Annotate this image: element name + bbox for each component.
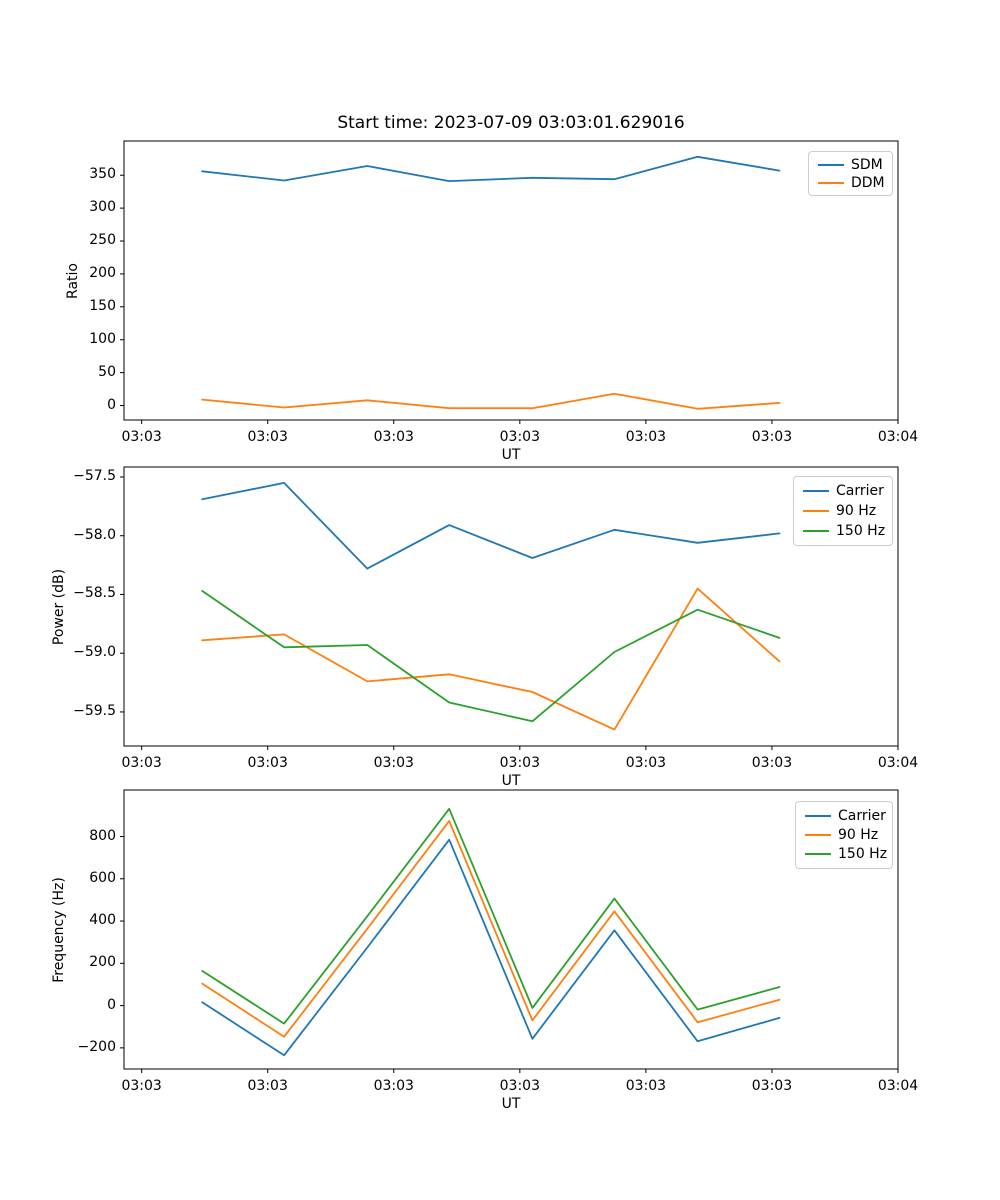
figure-title: Start time: 2023-07-09 03:03:01.629016 — [337, 113, 685, 133]
x-tick-label: 03:03 — [625, 429, 667, 445]
series-line-150-hz — [202, 809, 779, 1024]
y-axis-label-frequency: Frequency (Hz) — [51, 877, 67, 983]
legend-line-sample-90-hz — [803, 510, 829, 512]
x-tick-label: 03:03 — [121, 1078, 162, 1094]
series-line-carrier — [202, 483, 779, 569]
x-axis-label-ut-3: UT — [501, 1096, 521, 1112]
legend-label: 150 Hz — [838, 846, 888, 863]
legend-label: 150 Hz — [836, 523, 886, 539]
series-line-150-hz — [202, 591, 779, 721]
x-tick-label: 03:03 — [499, 429, 540, 445]
legend-item-carrier — [805, 807, 886, 825]
y-tick-label: 250 — [89, 232, 116, 249]
series-line-ddm — [202, 394, 779, 409]
y-tick-label: 350 — [89, 166, 116, 183]
x-tick-label: 03:03 — [499, 1078, 540, 1094]
series-line-carrier — [202, 840, 779, 1056]
x-tick-label: 03:03 — [625, 1078, 667, 1094]
legend-ratio — [808, 151, 893, 196]
y-tick-label: 200 — [89, 264, 116, 281]
legend-label: Carrier — [838, 807, 886, 824]
x-tick-label: 03:03 — [751, 429, 793, 445]
legend-line-sample-carrier — [803, 490, 829, 492]
y-tick-label: −58.0 — [73, 526, 116, 543]
legend-line-sample-ddm — [818, 182, 844, 184]
x-tick-label: 03:03 — [247, 755, 288, 771]
y-tick-label: −200 — [77, 1038, 116, 1055]
x-tick-label: 03:04 — [877, 1078, 919, 1094]
x-tick-label: 03:03 — [121, 755, 162, 771]
x-tick-label: 03:04 — [877, 755, 919, 771]
y-tick-label: −59.0 — [73, 644, 116, 661]
y-tick-label: 200 — [89, 954, 116, 971]
legend-line-sample-150-hz — [805, 853, 831, 855]
legend-label: DDM — [851, 175, 885, 191]
x-tick-label: 03:03 — [373, 1078, 414, 1094]
legend-item-90-hz — [805, 826, 883, 844]
legend-item-ddm — [818, 174, 883, 192]
legend-item-150-hz — [803, 522, 886, 540]
legend-item-90-hz — [803, 502, 883, 520]
y-tick-label: 0 — [107, 996, 116, 1013]
series-line-90-hz — [202, 589, 779, 730]
y-tick-label: −58.5 — [73, 585, 116, 602]
x-tick-label: 03:03 — [751, 755, 793, 771]
x-tick-label: 03:03 — [625, 755, 667, 771]
y-axis-label-power: Power (dB) — [51, 568, 67, 646]
legend-item-sdm — [818, 156, 883, 174]
y-axis-label-ratio: Ratio — [65, 263, 81, 299]
x-tick-label: 03:03 — [751, 1078, 793, 1094]
legend-line-sample-90-hz — [805, 834, 831, 836]
x-tick-label: 03:03 — [499, 755, 540, 771]
legend-power — [793, 476, 893, 546]
x-tick-label: 03:03 — [247, 429, 288, 445]
y-tick-label: −59.5 — [73, 702, 116, 719]
legend-line-sample-carrier — [805, 815, 831, 817]
series-line-sdm — [202, 157, 779, 181]
x-tick-label: 03:03 — [373, 755, 414, 771]
legend-item-150-hz — [805, 845, 888, 863]
legend-label: SDM — [851, 157, 883, 173]
y-tick-label: 300 — [89, 199, 116, 216]
y-tick-label: −57.5 — [73, 467, 116, 484]
x-axis-label-ut-2: UT — [501, 773, 521, 789]
legend-label: 90 Hz — [836, 503, 877, 519]
legend-frequency — [795, 801, 893, 869]
y-tick-label: 800 — [89, 827, 116, 844]
legend-line-sample-150-hz — [803, 530, 829, 532]
axes-frame-2 — [124, 467, 898, 746]
y-tick-label: 600 — [89, 869, 116, 886]
y-tick-label: 400 — [89, 912, 116, 929]
x-tick-label: 03:03 — [121, 429, 162, 445]
axes-frame-1 — [124, 141, 898, 420]
y-tick-label: 150 — [89, 297, 116, 314]
y-tick-label: 50 — [98, 363, 116, 380]
legend-line-sample-sdm — [818, 164, 844, 166]
x-axis-label-ut-1: UT — [501, 447, 521, 463]
legend-item-carrier — [803, 482, 883, 500]
x-tick-label: 03:04 — [877, 429, 919, 445]
y-tick-label: 100 — [89, 330, 116, 347]
x-tick-label: 03:03 — [373, 429, 414, 445]
y-tick-label: 0 — [107, 396, 116, 413]
legend-label: 90 Hz — [838, 826, 879, 843]
x-tick-label: 03:03 — [247, 1078, 288, 1094]
legend-label: Carrier — [836, 483, 884, 499]
